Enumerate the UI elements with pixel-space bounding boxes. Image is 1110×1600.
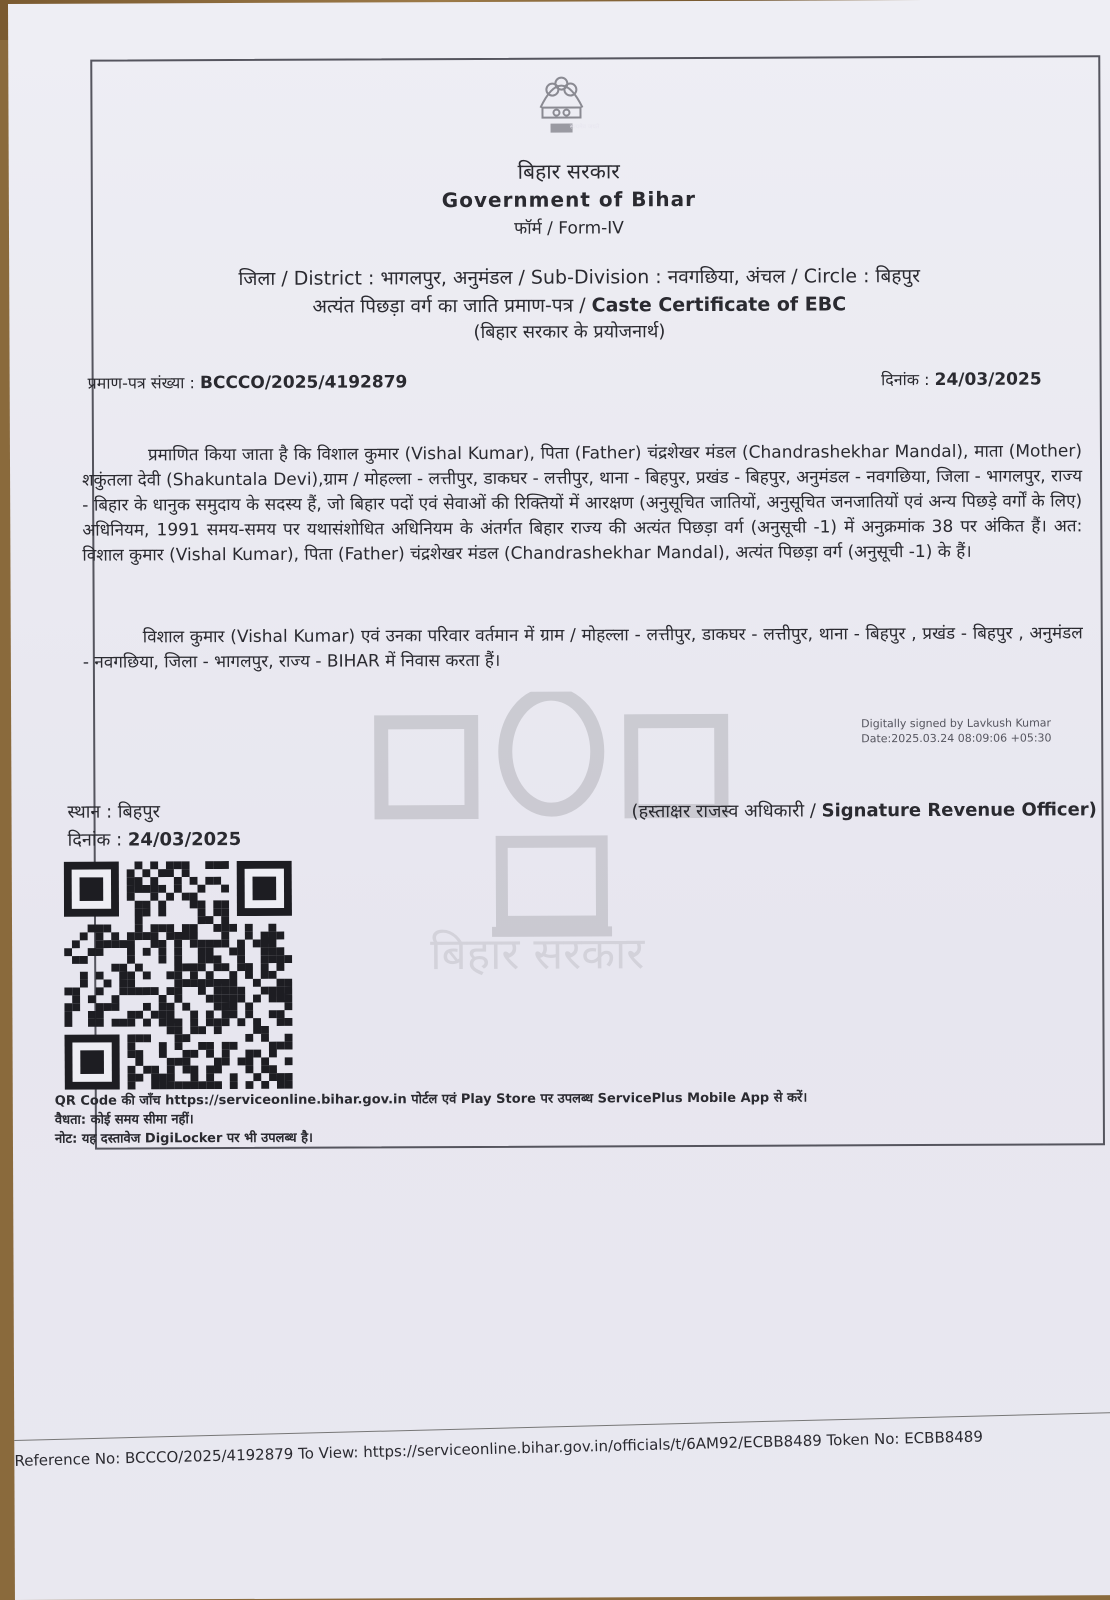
certificate-purpose: (बिहार सरकार के प्रयोजनार्थ): [473, 321, 666, 343]
place-of-issue: स्थान : बिहपुर: [67, 801, 160, 823]
certificate-paragraph-2: विशाल कुमार (Vishal Kumar) एवं उनका परिवार वर्तमान में ग्राम / मोहल्ला - लत्तीपुर, डाकघर - लत्तीपुर, थाना - बिहपुर , प्रखंड - बिहपुर , अनुमंडल - नवगछिया, जिला - भागलपुर, राज्य - BIHAR में निवास करता हैं।: [82, 623, 1083, 673]
emblem-motto: सत्यमेव जयते: [569, 123, 600, 131]
certificate-title-english: Caste Certificate of EBC: [591, 293, 847, 317]
issue-date: [881, 367, 1042, 390]
footer-notes: [55, 1089, 808, 1149]
validity-note: वैधता: कोई समय सीमा नहीं।: [54, 1112, 194, 1128]
signature-label: [631, 797, 1096, 823]
footer-date-label: दिनांक :: [67, 829, 128, 851]
signature-label-english: Signature Revenue Officer): [821, 799, 1097, 822]
certificate-title-hindi: अत्यंत पिछड़ा वर्ग का जाति प्रमाण-पत्र /: [312, 294, 592, 318]
digital-signature: [861, 715, 1051, 746]
certificate-paragraph-1: प्रमाणित किया जाता है कि विशाल कुमार (Vishal Kumar), पिता (Father) चंद्रशेखर मंडल (Chandrashekhar Mandal), माता (Mother) शकुंतला देवी (Shakuntala Devi),ग्राम / मोहल्ला - लत्तीपुर, डाकघर - लत्तीपुर, थाना - बिहपुर, प्रखंड - बिहपुर, अनुमंडल - नवगछिया, जिला - भागलपुर, राज्य - बिहार के धानुक समुदाय के सदस्य हैं, जो बिहार पदों एवं सेवाओं की रिक्तियों में आरक्षण (अनुसूचित जातियों, अनुसूचित जनजातियों एवं अन्य पिछड़े वर्गों के लिए) अधिनियम, 1991 समय-समय पर यथासंशोधित अधिनियम के अंतर्गत बिहार राज्य की अत्यंत पिछड़ा वर्ग (अनुसूची -1) में अनुक्रमांक 38 पर अंकित हैं। अत: विशाल कुमार (Vishal Kumar), पिता (Father) चंद्रशेखर मंडल (Chandrashekhar Mandal), अत्यंत पिछड़ा वर्ग (अनुसूची -1) के हैं।: [82, 441, 1083, 566]
digital-signature-date: Date:2025.03.24 08:09:06 +05:30: [861, 731, 1052, 746]
government-name-english: Government of Bihar: [441, 187, 696, 213]
qr-code[interactable]: [64, 861, 293, 1090]
reference-line: Reference No: BCCCO/2025/4192879 To View: https://serviceonline.bihar.gov.in/officials/t/6AM92/ECBB8489 Token No: ECBB8489: [14, 1427, 984, 1470]
digilocker-note: नोट: यह दस्तावेज DigiLocker पर भी उपलब्ध है।: [54, 1130, 313, 1147]
footer-date-value: 24/03/2025: [127, 828, 242, 851]
government-name-hindi: बिहार सरकार: [517, 159, 620, 184]
issue-date-value: 24/03/2025: [934, 369, 1042, 390]
signature-label-hindi: (हस्ताक्षर राजस्व अधिकारी /: [631, 800, 822, 823]
certificate-title: [149, 290, 1009, 320]
certificate-number: [88, 370, 408, 393]
digital-signature-signer: Digitally signed by Lavkush Kumar: [861, 716, 1052, 731]
location-line: जिला / District : भागलपुर, अनुमंडल / Sub-Division : नवगछिया, अंचल / Circle : बिहपुर: [238, 265, 921, 290]
form-number: फॉर्म / Form-IV: [514, 218, 624, 239]
certificate-page: [8, 0, 1110, 1600]
footer-date: [68, 827, 242, 852]
watermark-text: बिहार सरकार: [430, 928, 645, 981]
certificate-number-label: प्रमाण-पत्र संख्या :: [87, 373, 201, 393]
qr-verification-note: QR Code की जाँच https://serviceonline.bihar.gov.in पोर्टल एवं Play Store पर उपलब्ध ServicePlus Mobile App से करें।: [54, 1090, 808, 1109]
certificate-number-value: BCCCO/2025/4192879: [199, 372, 408, 394]
issue-date-label: दिनांक :: [881, 369, 935, 390]
